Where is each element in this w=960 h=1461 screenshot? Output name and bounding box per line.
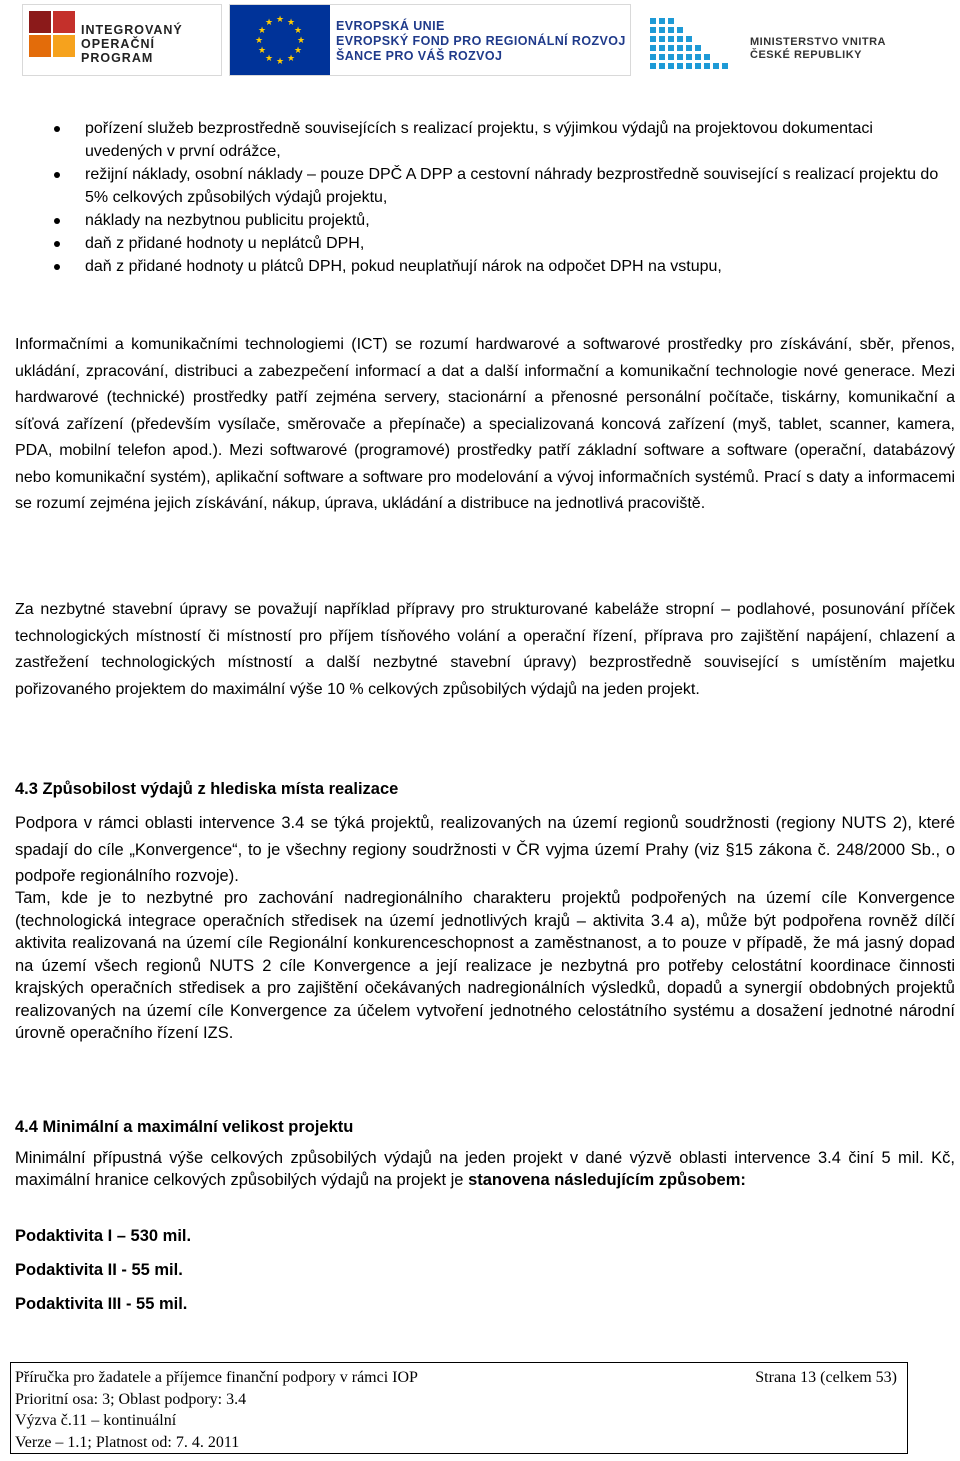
svg-text:★: ★ [264, 54, 274, 64]
bullet-icon [54, 241, 60, 247]
ministry-logo [648, 14, 938, 74]
subactivity-1: Podaktivita I – 530 mil. [15, 1227, 192, 1245]
list-item: režijní náklady, osobní náklady – pouze DPČ A DPP a cestovní náhrady bezprostředně související s realizací projektu do 5% celkových způsobilých výdajů projektu, [44, 163, 944, 209]
bullet-icon [54, 218, 60, 224]
svg-text:★: ★ [275, 15, 285, 25]
list-item: pořízení služeb bezprostředně souvisejících s realizací projektu, s výjimkou výdajů na projektovou dokumentaci uvedených v první odrážce, [44, 117, 944, 163]
eu-logo-text: EVROPSKÁ UNIE EVROPSKÝ FOND PRO REGIONÁLNÍ ROZVOJ ŠANCE PRO VÁŠ ROZVOJ [336, 19, 626, 63]
eu-logo [229, 4, 631, 76]
list-item: náklady na nezbytnou publicitu projektů, [44, 209, 944, 232]
list-item: daň z přidané hodnoty u neplátců DPH, [44, 232, 944, 255]
subactivity-3: Podaktivita III - 55 mil. [15, 1295, 188, 1313]
svg-text:★: ★ [293, 46, 303, 56]
section-4-3-paragraph-1: Podpora v rámci oblasti intervence 3.4 se týká projektů, realizovaných na území regionů soudržnosti (regiony NUTS 2), které spadají do cíle „Konvergence“, to je všechny regiony soudržnosti v ČR vyjma území Prahy (viz §15 zákona č. 248/2000 Sb., o podpoře regionálního rozvoje). [15, 814, 955, 885]
page-footer [10, 1362, 908, 1454]
bullet-icon [54, 126, 60, 132]
section-heading-4-4: 4.4 Minimální a maximální velikost projektu [15, 1118, 354, 1136]
eligible-costs-list [44, 117, 944, 278]
section-4-3-paragraph-2: Tam, kde je to nezbytné pro zachování nadregionálního charakteru projektů podpořených na území cíle Konvergence (technologická integrace operačních středisek na území jednotlivých krajů – aktivita 3.4 a), může být podpořena rovněž dílčí aktivita realizovaná na území cíle Regionální konkurenceschopnost a zaměstnanost, a to pouze v případě, že má jasný dopad na území všech regionů NUTS 2 cíle Konvergence a její realizace je nezbytná pro potřeby celostátní koordinace činnosti krajských operačních středisek a pro zajištění očekávaných nadregionálních výsledků, dopadů a synergií obdobných projektů realizovaných na území cíle Konvergence za účelem vytvoření jednotného celostátního systému a dosažení jednotné národní úrovně operačního řízení IZS. [15, 889, 955, 1042]
svg-text:★: ★ [254, 36, 264, 46]
iop-logo-mark [29, 11, 75, 69]
section-4-4-paragraph: Minimální přípustná výše celkových způsobilých výdajů na jeden projekt v dané výzvě oblasti intervence 3.4 činí 5 mil. Kč, maximální hranice celkových způsobilých výdajů na projekt je stanovena následujícím způsobem: [15, 1149, 955, 1189]
bullet-icon [54, 172, 60, 178]
svg-text:★: ★ [264, 18, 274, 28]
iop-logo [22, 4, 222, 76]
section-heading-4-3: 4.3 Způsobilost výdajů z hlediska místa realizace [15, 780, 399, 798]
ministry-logo-text: MINISTERSTVO VNITRA ČESKÉ REPUBLIKY [750, 36, 887, 61]
svg-text:★: ★ [286, 18, 296, 28]
footer-info: Příručka pro žadatele a příjemce finanční podpory v rámci IOP Prioritní osa: 3; Oblast podpory: 3.4 Výzva č.11 – kontinuální Verze – 1.1; Platnost od: 7. 4. 2011 [15, 1369, 418, 1451]
ict-paragraph: Informačními a komunikačními technologiemi (ICT) se rozumí hardwarové a softwarové prostředky pro získávání, sběr, přenos, ukládání, zpracování, distribuci a zabezpečení informací a dat a další informační a komunikační technologie nové generace. Mezi hardwarové (technické) prostředky patří zejména servery, stacionární a přenosné personální počítače, tiskárny, komunikační a síťová zařízení (především vysílače, směrovače a přepínače) a specializovaná koncová zařízení (myš, tablet, scanner, kamera, PDA, mobilní telefon apod.). Mezi softwarové (programové) prostředky patří základní software a software (operační, databázový nebo komunikační systém), aplikační software a software pro modelování a vývoj informačních systémů. Prací s daty a informacemi se rozumí zejména jejich získávání, nákup, úprava, ukládání a distribuce na jednotlivá pracoviště. [15, 336, 955, 512]
header-logos [0, 0, 960, 80]
list-item: daň z přidané hodnoty u plátců DPH, pokud neuplatňují nárok na odpočet DPH na vstupu, [44, 255, 944, 278]
svg-text:★: ★ [257, 46, 267, 56]
ministry-logo-mark [648, 14, 738, 74]
eu-flag-icon [230, 5, 330, 75]
subactivity-2: Podaktivita II - 55 mil. [15, 1261, 183, 1279]
svg-text:★: ★ [286, 54, 296, 64]
bullet-icon [54, 264, 60, 270]
svg-text:★: ★ [293, 26, 303, 36]
page-number: Strana 13 (celkem 53) [755, 1369, 897, 1386]
building-paragraph: Za nezbytné stavební úpravy se považují například přípravy pro strukturované kabeláže stropní – podlahové, posunování příček technologických místností či místností pro příjem tísňového volání a operační řízení, příprava pro zajištění napájení, chlazení a zastřežení technologických místností a další nezbytné stavební úpravy) bezprostředně související s umístěním majetku pořizovaného projektem do maximální výše 10 % celkových způsobilých výdajů na jeden projekt. [15, 601, 955, 698]
iop-logo-text: INTEGROVANÝ OPERAČNÍ PROGRAM [81, 23, 183, 65]
svg-text:★: ★ [257, 26, 267, 36]
svg-text:★: ★ [275, 57, 285, 67]
svg-text:★: ★ [296, 36, 306, 46]
